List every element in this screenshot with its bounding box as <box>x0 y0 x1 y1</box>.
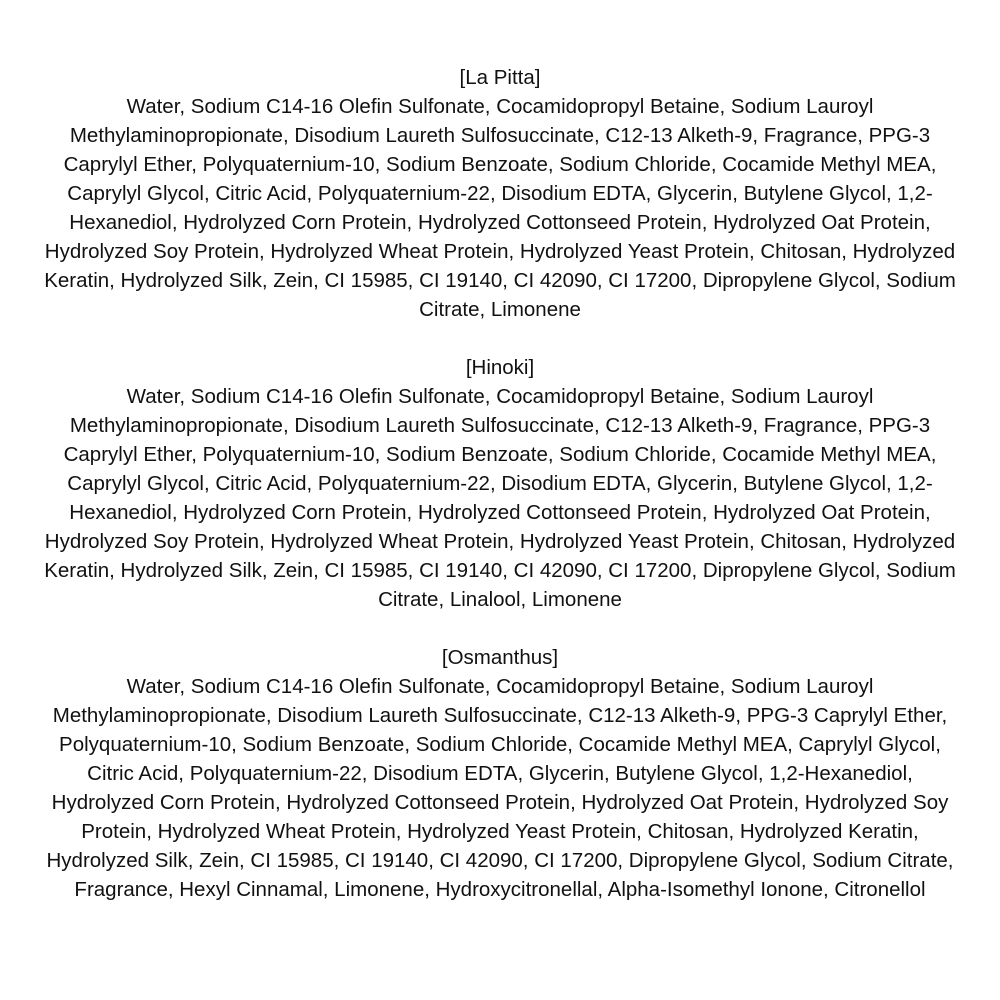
section-title: [La Pitta] <box>459 66 541 89</box>
ingredient-list: Water, Sodium C14-16 Olefin Sulfonate, Cocamidopropyl Betaine, Sodium Lauroyl Methylaminopropionate, Disodium Laureth Sulfosuccinate, C12-13 Alketh-9, Fragrance, PPG-3 Caprylyl Ether, Polyquaternium-10, Sodium Benzoate, Sodium Chloride, Cocamide Methyl MEA, Caprylyl Glycol, Citric Acid, Polyquaternium-22, Disodium EDTA, Glycerin, Butylene Glycol, 1,2-Hexanediol, Hydrolyzed Corn Protein, Hydrolyzed Cottonseed Protein, Hydrolyzed Oat Protein, Hydrolyzed Soy Protein, Hydrolyzed Wheat Protein, Hydrolyzed Yeast Protein, Chitosan, Hydrolyzed Keratin, Hydrolyzed Silk, Zein, CI 15985, CI 19140, CI 42090, CI 17200, Dipropylene Glycol, Sodium Citrate, Limonene <box>44 95 956 321</box>
section-title: [Hinoki] <box>465 356 535 379</box>
ingredient-list: Water, Sodium C14-16 Olefin Sulfonate, Cocamidopropyl Betaine, Sodium Lauroyl Methylaminopropionate, Disodium Laureth Sulfosuccinate, C12-13 Alketh-9, Fragrance, PPG-3 Caprylyl Ether, Polyquaternium-10, Sodium Benzoate, Sodium Chloride, Cocamide Methyl MEA, Caprylyl Glycol, Citric Acid, Polyquaternium-22, Disodium EDTA, Glycerin, Butylene Glycol, 1,2-Hexanediol, Hydrolyzed Corn Protein, Hydrolyzed Cottonseed Protein, Hydrolyzed Oat Protein, Hydrolyzed Soy Protein, Hydrolyzed Wheat Protein, Hydrolyzed Yeast Protein, Chitosan, Hydrolyzed Keratin, Hydrolyzed Silk, Zein, CI 15985, CI 19140, CI 42090, CI 17200, Dipropylene Glycol, Sodium Citrate, Linalool, Limonene <box>44 385 956 611</box>
ingredient-section-hinoki <box>0 353 1000 614</box>
ingredient-section-osmanthus <box>0 643 1000 904</box>
section-title: [Osmanthus] <box>441 646 559 669</box>
ingredient-section-la-pitta <box>0 63 1000 324</box>
ingredient-list: Water, Sodium C14-16 Olefin Sulfonate, Cocamidopropyl Betaine, Sodium Lauroyl Methylaminopropionate, Disodium Laureth Sulfosuccinate, C12-13 Alketh-9, PPG-3 Caprylyl Ether, Polyquaternium-10, Sodium Benzoate, Sodium Chloride, Cocamide Methyl MEA, Caprylyl Glycol, Citric Acid, Polyquaternium-22, Disodium EDTA, Glycerin, Butylene Glycol, 1,2-Hexanediol, Hydrolyzed Corn Protein, Hydrolyzed Cottonseed Protein, Hydrolyzed Oat Protein, Hydrolyzed Soy Protein, Hydrolyzed Wheat Protein, Hydrolyzed Yeast Protein, Chitosan, Hydrolyzed Keratin, Hydrolyzed Silk, Zein, CI 15985, CI 19140, CI 42090, CI 17200, Dipropylene Glycol, Sodium Citrate, Fragrance, Hexyl Cinnamal, Limonene, Hydroxycitronellal, Alpha-Isomethyl Ionone, Citronellol <box>46 675 954 901</box>
